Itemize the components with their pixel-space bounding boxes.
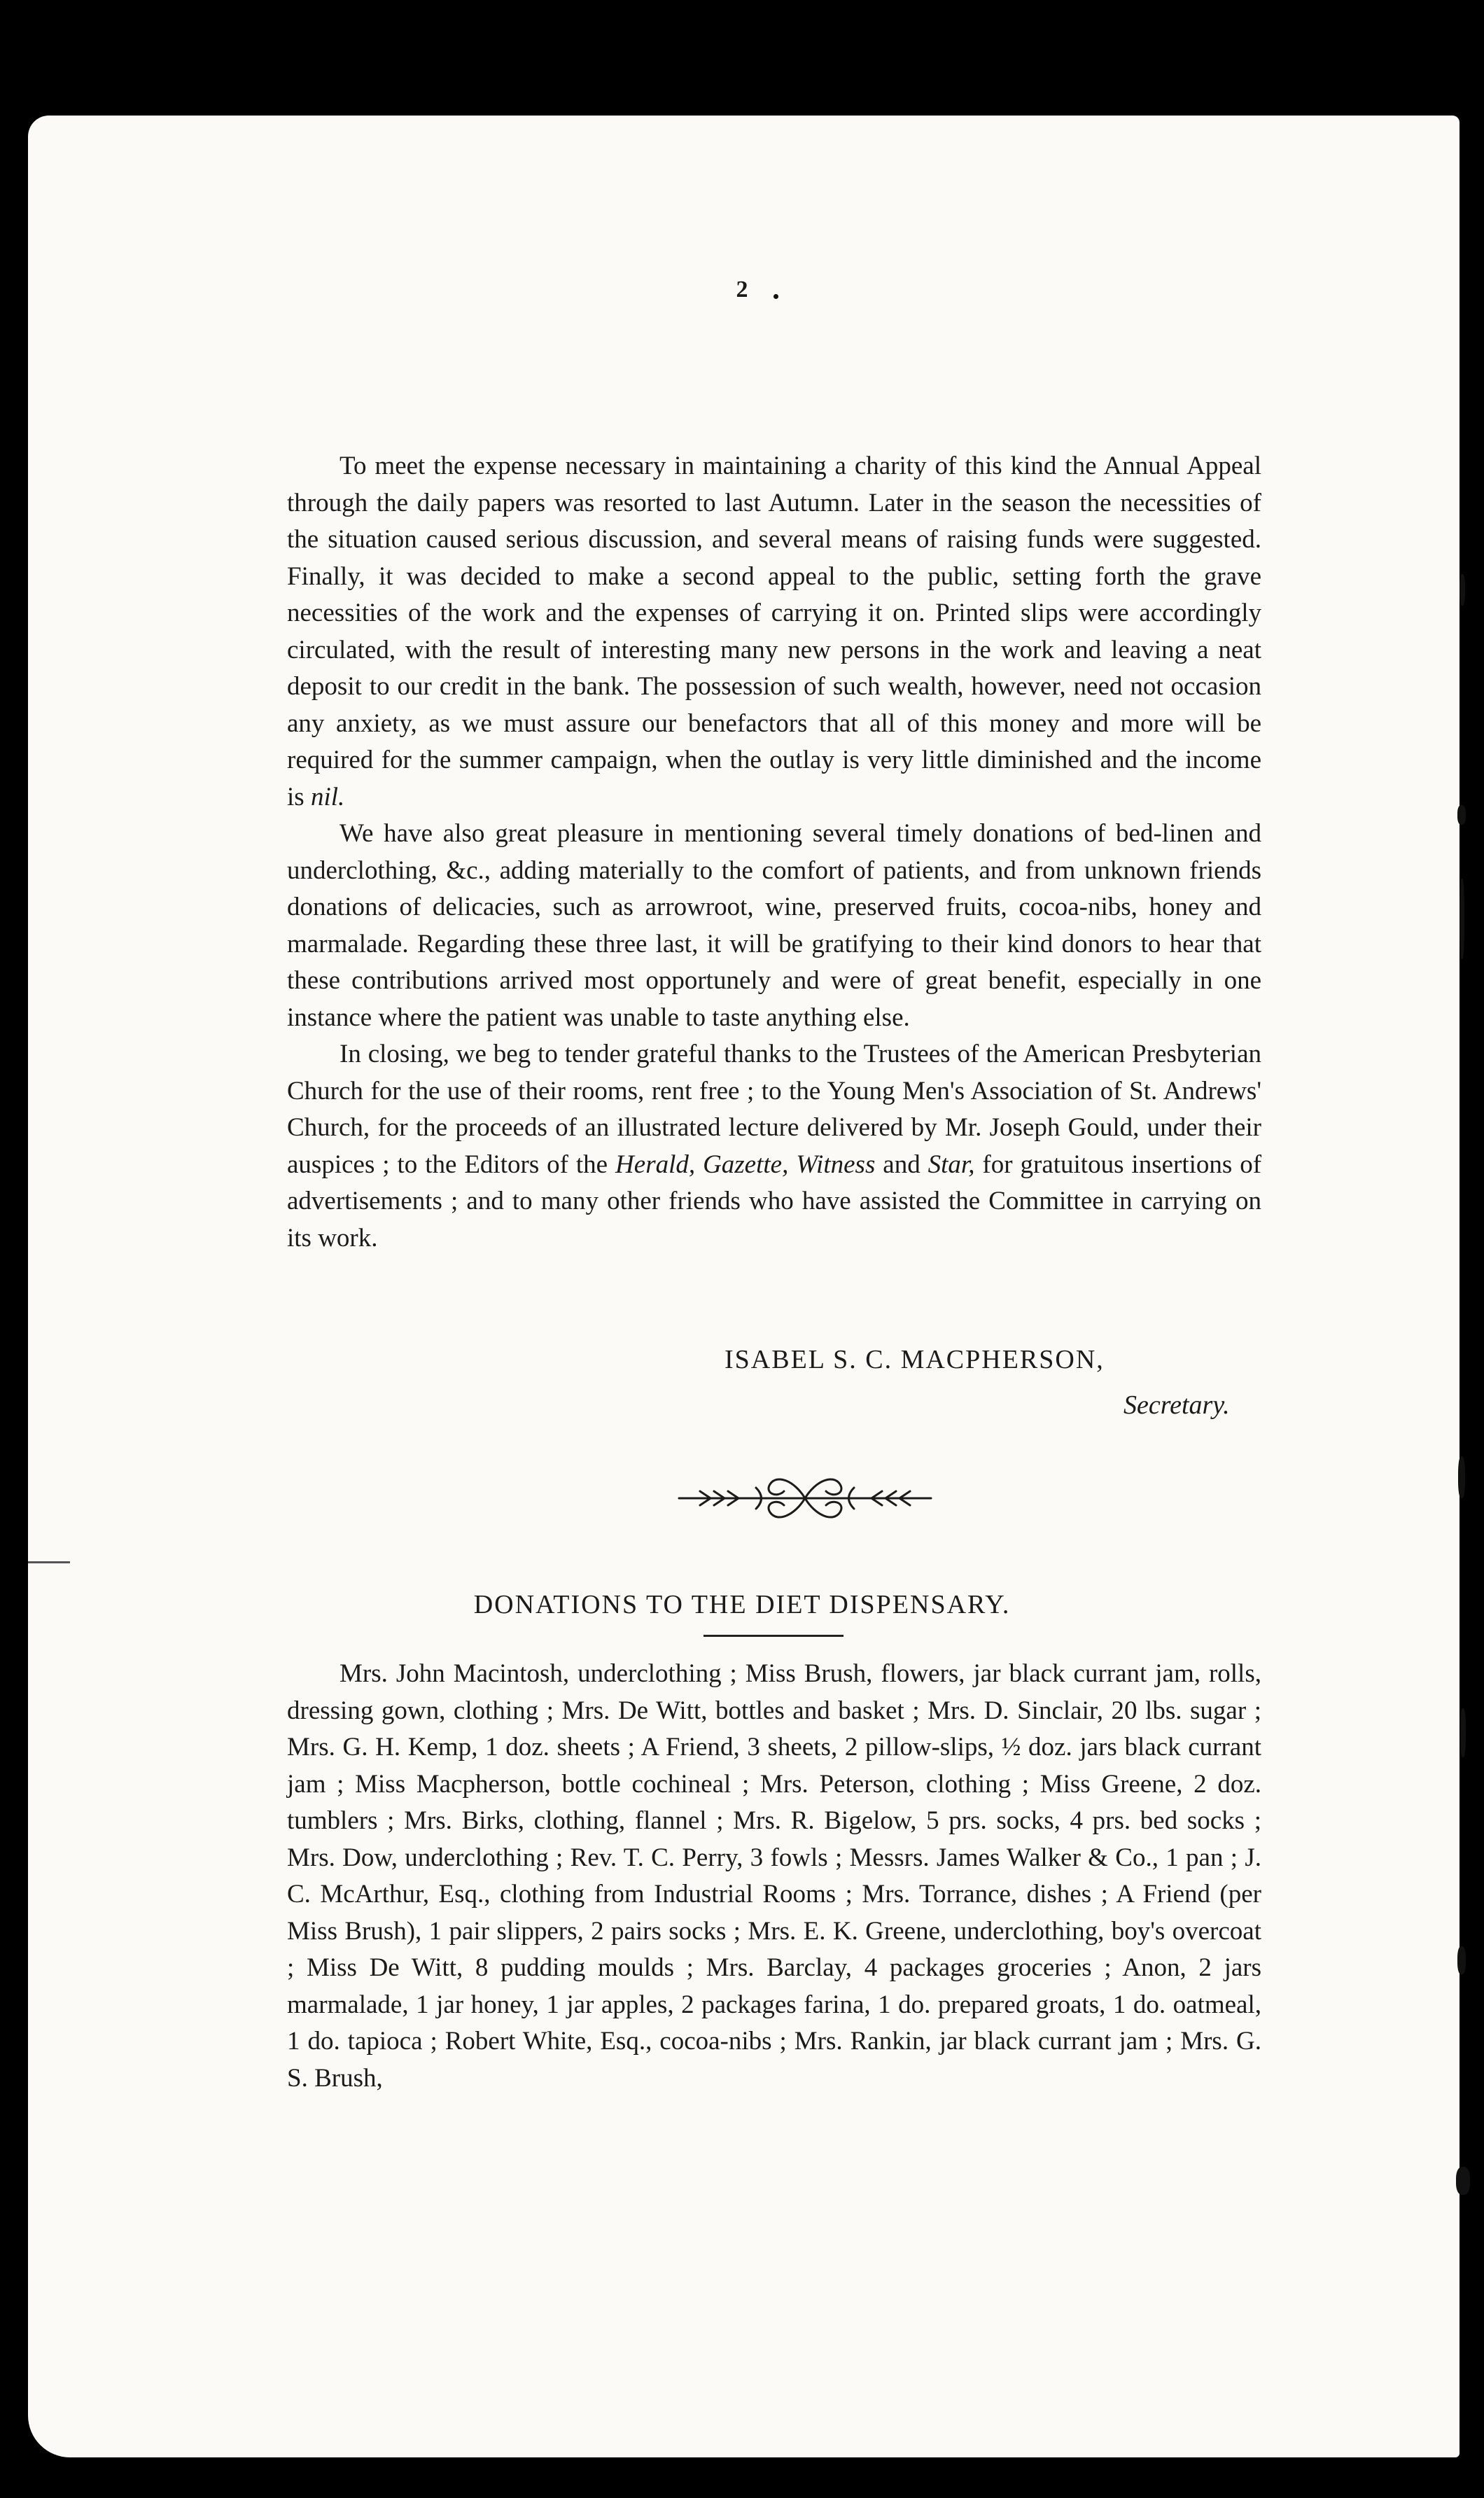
signature-title: Secretary. [1124, 1390, 1230, 1420]
closing-text: In closing, we beg to tender grateful thanks to the Trustees of the American Presbyterian Church for the use of their rooms, rent free ; to the Young Men's Association of St. Andrews' Church, for the proceeds of an illustrated lecture delivered by Mr. Joseph Gould, under their auspices ; to the Editors of the [287, 1040, 1261, 1179]
page-number: 2 [736, 277, 748, 302]
paragraph-text: We have also great pleasure in mentioning several timely donations of bed-linen and underclothing, &c., adding materially to the comfort of patients, and from unknown friends donations of delicacies, such as arrowroot, wine, preserved fruits, cocoa-nibs, honey and marmalade. Regarding these three last, it will be gratifying to their kind donors to hear that these contributions arrived most opportunely and were of great benefit, especially in one instance where the patient was unable to taste anything else. [287, 819, 1261, 1032]
scan-speck [1457, 805, 1466, 825]
signature-name: ISABEL S. C. MACPHERSON, [724, 1345, 1105, 1374]
scan-speck [1460, 1708, 1466, 1757]
scan-speck [1458, 1456, 1465, 1498]
paragraph-funding [287, 448, 1261, 816]
scan-speck [1456, 2167, 1470, 2195]
fold-mark [28, 1561, 70, 1563]
heading-rule [704, 1635, 844, 1637]
italic-word: nil. [310, 782, 345, 811]
scan-speck [1457, 1946, 1466, 1974]
scan-speck [1460, 879, 1464, 959]
conjunction: and [883, 1150, 920, 1179]
body-text [287, 448, 1261, 1257]
newspaper-gazette: Gazette, [703, 1150, 789, 1179]
newspaper-star: Star, [927, 1150, 975, 1179]
ornament-divider [672, 1460, 938, 1537]
donations-heading: DONATIONS TO THE DIET DISPENSARY. [473, 1590, 1011, 1619]
newspaper-witness: Witness [796, 1150, 876, 1179]
scan-speck [1460, 574, 1465, 606]
donations-paragraph: Mrs. John Macintosh, underclothing ; Miss Brush, flowers, jar black currant jam, rolls, dressing gown, clothing ; Mrs. De Witt, bottles and basket ; Mrs. D. Sinclair, 20 lbs. sugar ; Mrs. G. H. Kemp, 1 doz. sheets ; A Friend, 3 sheets, 2 pillow-slips, ½ doz. jars black currant jam ; Miss Macpherson, bottle cochineal ; Mrs. Peterson, clothing ; Miss Greene, 2 doz. tumblers ; Mrs. Birks, clothing, flannel ; Mrs. R. Bigelow, 5 prs. socks, 4 prs. bed socks ; Mrs. Dow, underclothing ; Rev. T. C. Perry, 3 fowls ; Messrs. James Walker & Co., 1 pan ; J. C. McArthur, Esq., clothing from Industrial Rooms ; Mrs. Torrance, dishes ; A Friend (per Miss Brush), 1 pair slippers, 2 pairs socks ; Mrs. E. K. Greene, underclothing, boy's overcoat ; Miss De Witt, 8 pudding moulds ; Mrs. Barclay, 4 packages groceries ; Anon, 2 jars marmalade, 1 jar honey, 1 jar apples, 2 packages farina, 1 do. prepared groats, 1 do. oatmeal, 1 do. tapioca ; Robert White, Esq., cocoa-nibs ; Mrs. Rankin, jar black currant jam ; Mrs. G. S. Brush, [287, 1659, 1261, 2093]
paragraph-text: To meet the expense necessary in maintaining a charity of this kind the Annual Appeal through the daily papers was resorted to last Autumn. Later in the season the necessities of the situation caused serious discussion, and several means of raising funds were suggested. Finally, it was decided to make a second appeal to the public, setting forth the grave necessities of the work and the expenses of carrying it on. Printed slips were accordingly circulated, with the result of interesting many new persons in the work and leaving a neat deposit to our credit in the bank. The possession of such wealth, however, need not occasion any anxiety, as we must assure our benefactors that all of this money and more will be required for the summer campaign, when the outlay is very little diminished and the income is [287, 452, 1261, 811]
paragraph-donations [287, 816, 1261, 1036]
donations-list [287, 1656, 1261, 2097]
paragraph-closing [287, 1036, 1261, 1257]
closing-text: for gratuitous insertions of advertisements ; and to many other friends who have assisted the Committee in carrying on its work. [287, 1150, 1262, 1253]
newspaper-herald: Herald, [615, 1150, 696, 1179]
